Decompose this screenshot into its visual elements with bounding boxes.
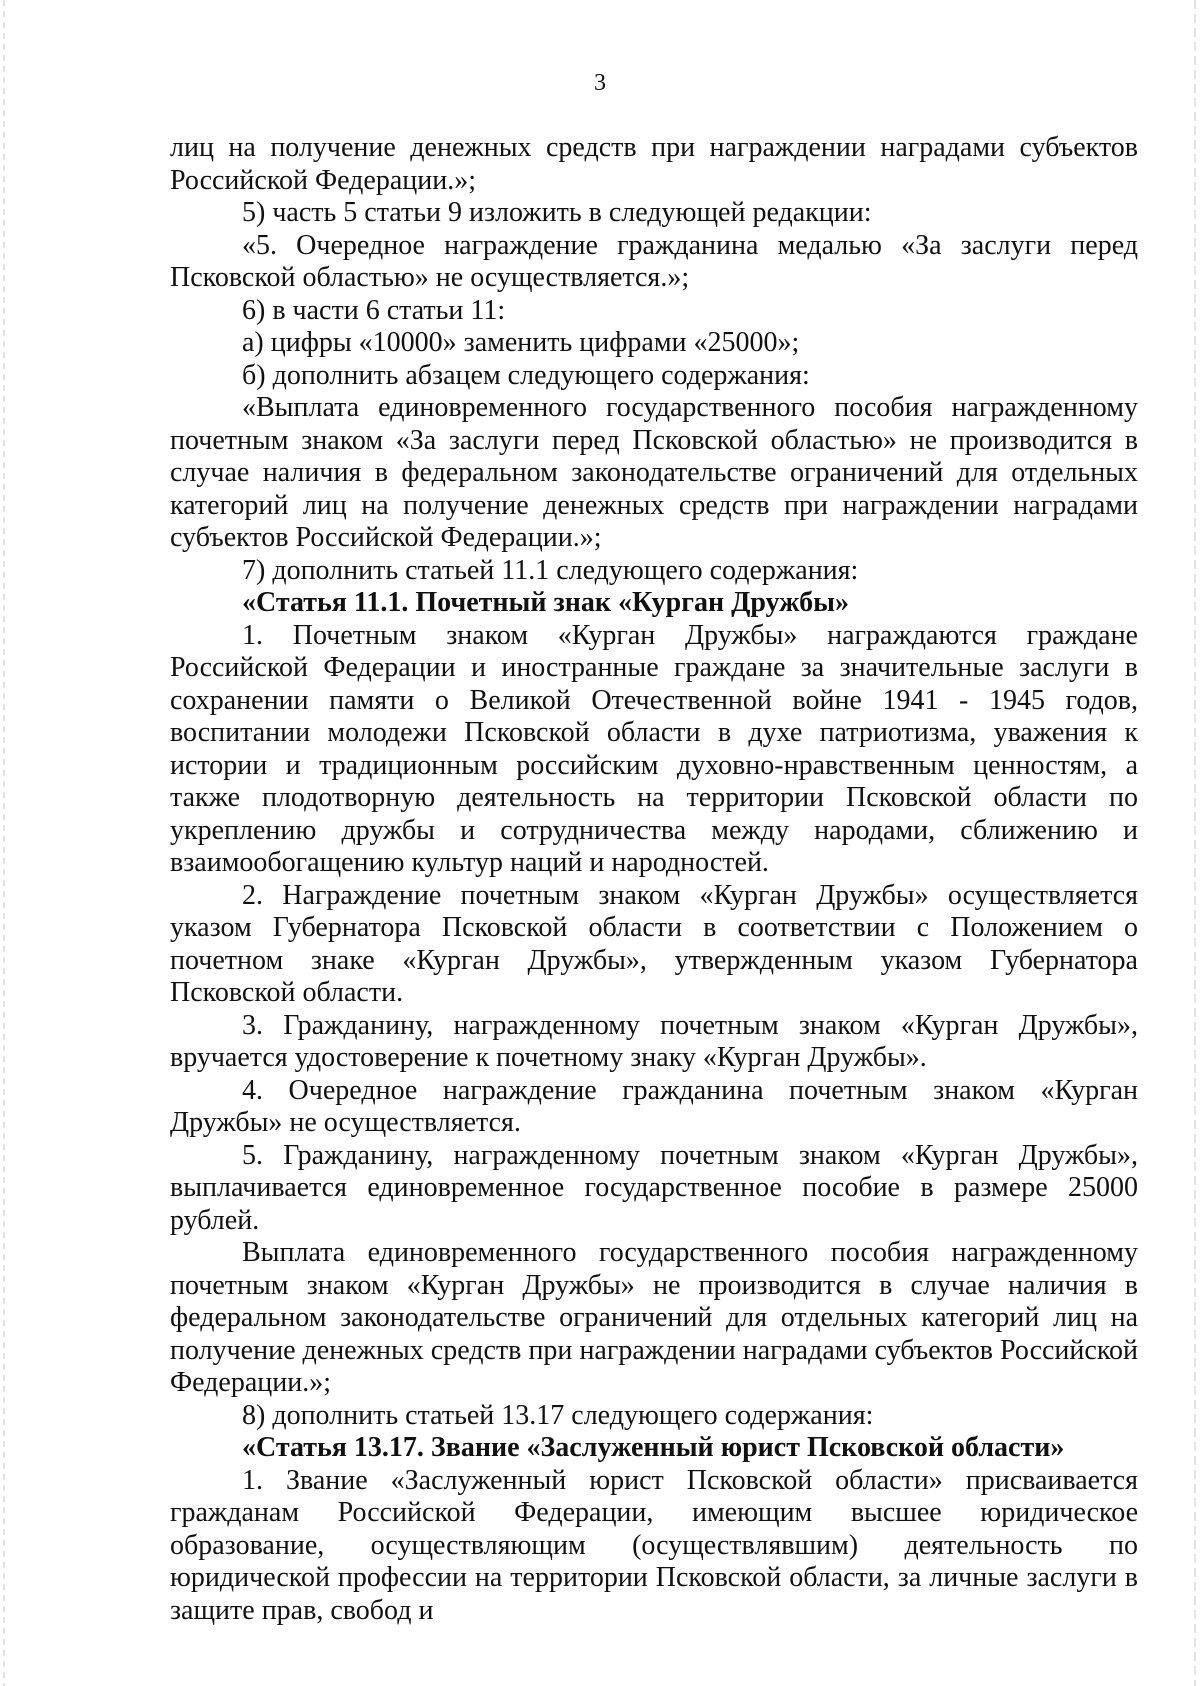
- quoted-text: «Выплата единовременного государственного пособия награжденному почетным знаком «За заслуги перед Псковской областью» не производится в случае наличия в федеральном законодательстве ограничений для отдельных категорий лиц на получение денежных средств при награждении наградами субъектов Российской Федерации.»;: [170, 392, 1138, 553]
- article-clause-5: 5. Гражданину, награжденному почетным знаком «Курган Дружбы», выплачивается единовременное государственное пособие в размере 25000 рублей.: [170, 1139, 1138, 1236]
- scan-edge-left: [3, 0, 5, 1686]
- article-heading-13-17: «Статья 13.17. Звание «Заслуженный юрист Псковской области»: [242, 1432, 1065, 1463]
- page-number: 3: [594, 70, 606, 96]
- article-clause-5-paragraph: Выплата единовременного государственного пособия награжденному почетным знаком «Курган Дружбы» не производится в случае наличия в федеральном законодательстве ограничений для отдельных категорий лиц на получение денежных средств при награждении наградами субъектов Российской Федерации.»;: [170, 1237, 1138, 1398]
- article-clause-3: 3. Гражданину, награжденному почетным знаком «Курган Дружбы», вручается удостоверение к почетному знаку «Курган Дружбы».: [170, 1009, 1138, 1073]
- article-clause-1: 1. Почетным знаком «Курган Дружбы» награждаются граждане Российской Федерации и иностранные граждане за значительные заслуги в сохранении памяти о Великой Отечественной войне 1941 - 1945 годов, воспитании молодежи Псковской области в духе патриотизма, уважения к истории и традиционным российским духовно-нравственным ценностям, а также плодотворную деятельность на территории Псковской области по укреплению дружбы и сотрудничества между народами, сближению и взаимообогащению культур наций и народностей.: [170, 619, 1138, 878]
- document-body: [170, 132, 1138, 1627]
- amendment-item-5: 5) часть 5 статьи 9 изложить в следующей редакции:: [242, 197, 872, 228]
- article-clause-4: 4. Очередное награждение гражданина почетным знаком «Курган Дружбы» не осуществляется.: [170, 1074, 1138, 1138]
- amendment-item-7: 7) дополнить статьей 11.1 следующего содержания:: [242, 554, 859, 586]
- article-heading-11-1: «Статья 11.1. Почетный знак «Курган Дружбы»: [242, 587, 849, 618]
- article-clause-2: 2. Награждение почетным знаком «Курган Дружбы» осуществляется указом Губернатора Псковской области в соответствии с Положением о почетном знаке «Курган Дружбы», утвержденным указом Губернатора Псковской области.: [170, 879, 1138, 1008]
- amendment-item-6: 6) в части 6 статьи 11:: [242, 294, 506, 326]
- quoted-text: «5. Очередное награждение гражданина медалью «За заслуги перед Псковской областью» не осуществляется.»;: [170, 229, 1138, 293]
- subitem-b: б) дополнить абзацем следующего содержания:: [242, 359, 810, 391]
- subitem-a: а) цифры «10000» заменить цифрами «25000»;: [242, 327, 800, 358]
- scan-edge-right: [1194, 0, 1196, 1686]
- amendment-item-8: 8) дополнить статьей 13.17 следующего содержания:: [242, 1399, 874, 1431]
- article-clause-1: 1. Звание «Заслуженный юрист Псковской области» присваивается гражданам Российской Федерации, имеющим высшее юридическое образование, осуществляющим (осуществлявшим) деятельность по юридической профессии на территории Псковской области, за личные заслуги в защите прав, свобод и: [170, 1464, 1138, 1626]
- paragraph-continuation: лиц на получение денежных средств при награждении наградами субъектов Российской Федерации.»;: [170, 132, 1138, 196]
